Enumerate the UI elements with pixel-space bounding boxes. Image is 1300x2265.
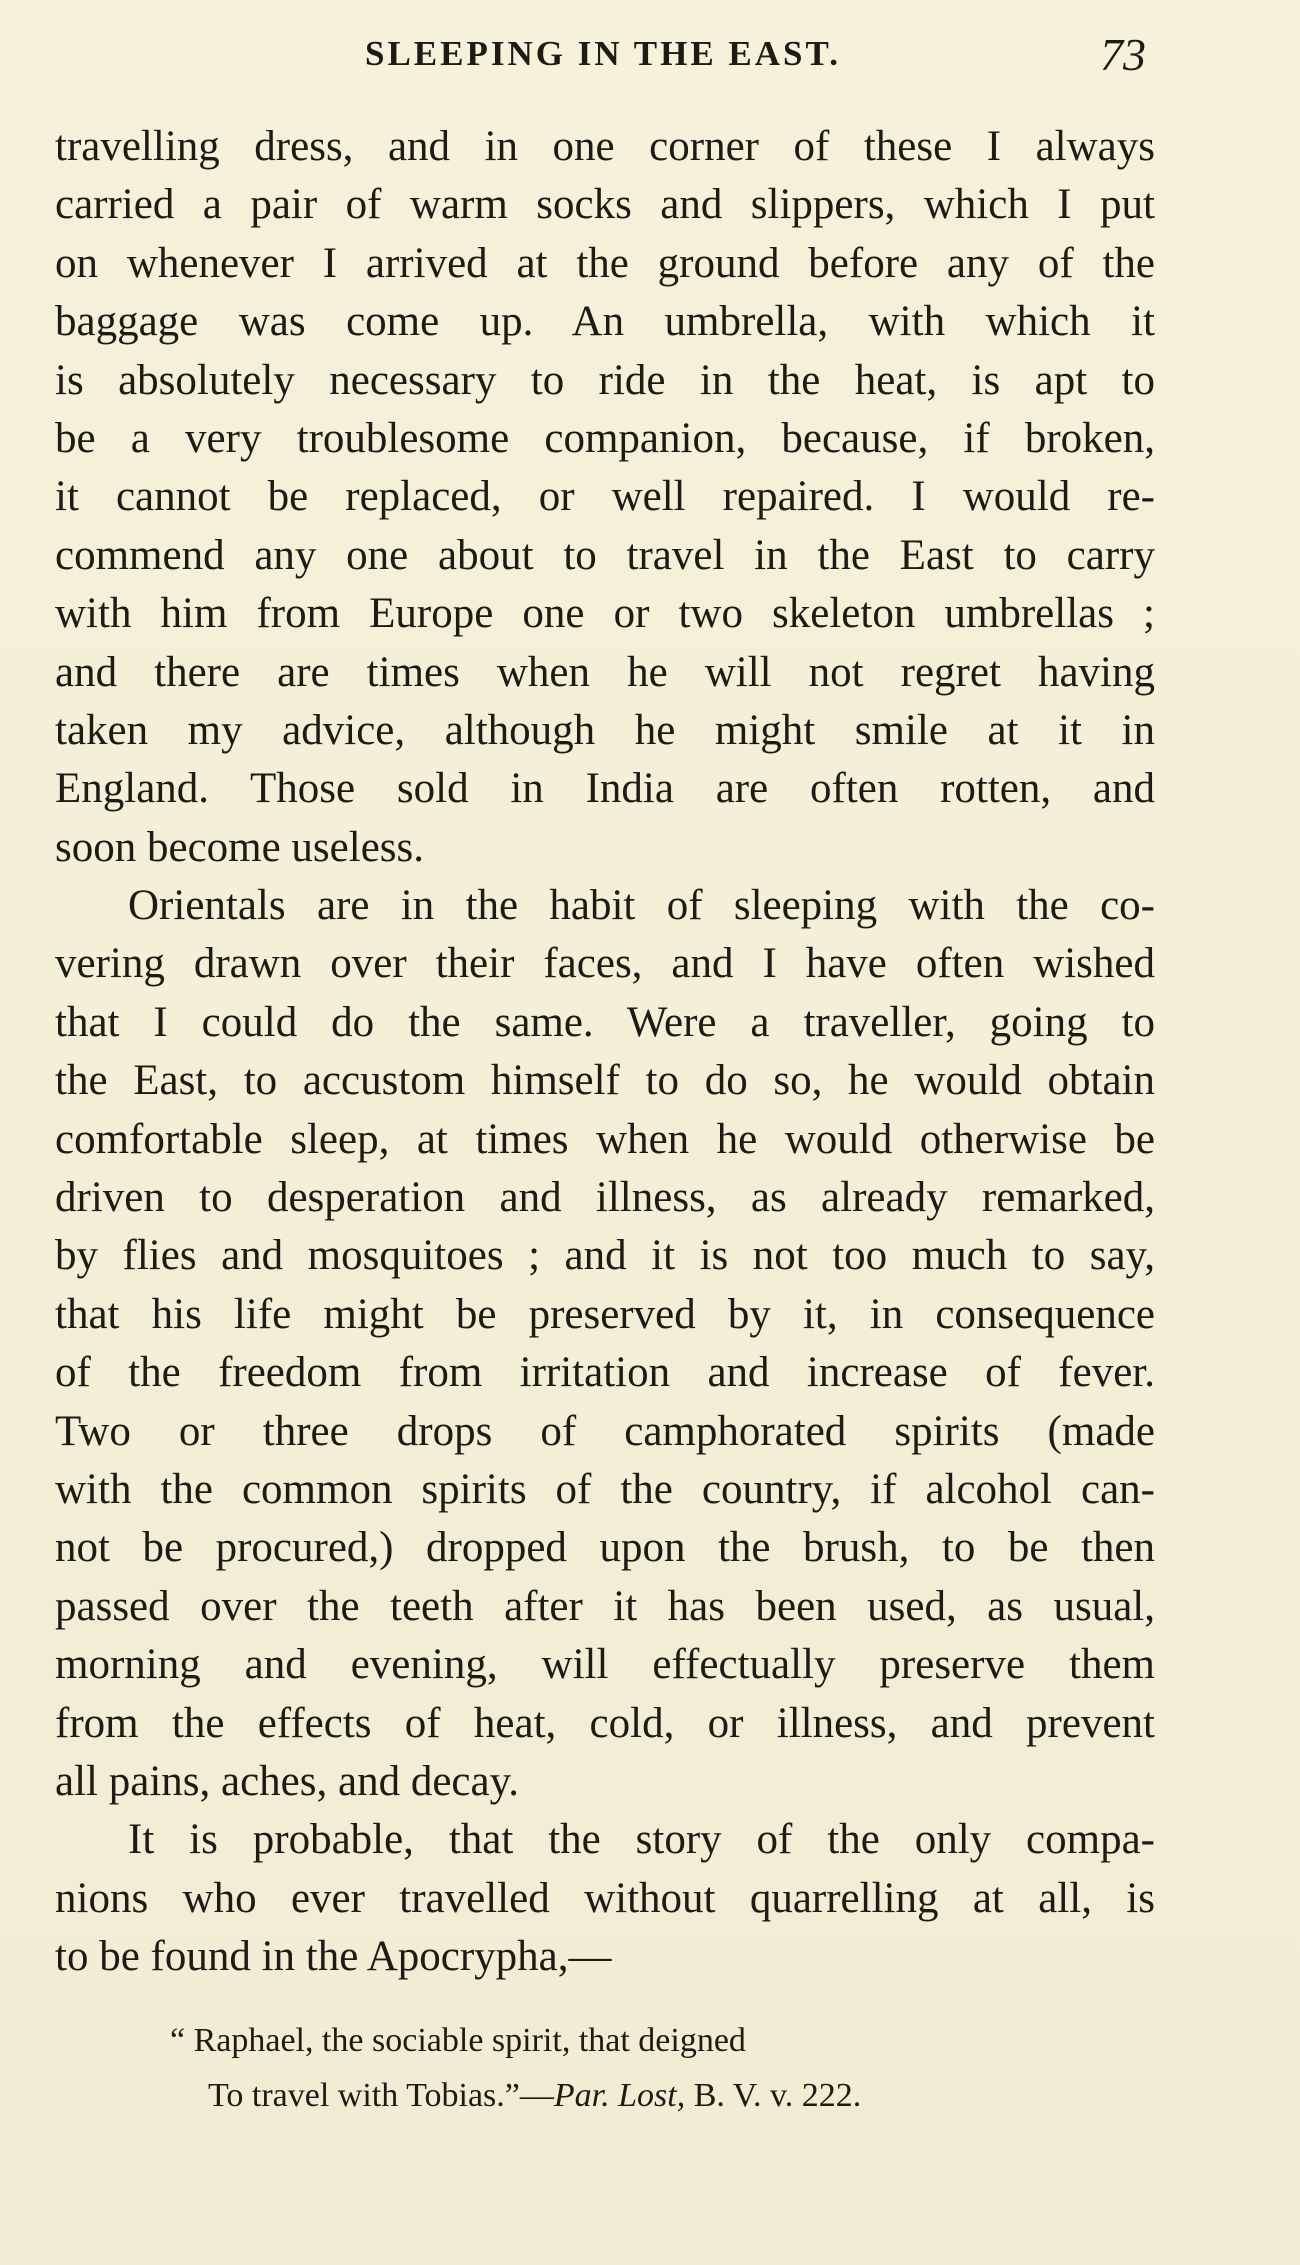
body-text [55, 118, 1155, 1987]
text-line: nions who ever travelled without quarrelling at all, is [55, 1874, 1155, 1922]
quote-text: To travel with Tobias.”— [208, 2077, 554, 2114]
quote-line: “ Raphael, the sociable spirit, that deigned [170, 2022, 746, 2059]
text-line: it cannot be replaced, or well repaired. I would re- [55, 473, 1155, 521]
text-line: the East, to accustom himself to do so, he would obtain [55, 1057, 1155, 1105]
citation-reference: B. V. v. 222. [685, 2077, 862, 2114]
citation-work: Par. Lost, [553, 2077, 686, 2114]
text-line: with the common spirits of the country, if alcohol can- [55, 1465, 1155, 1513]
text-line: baggage was come up. An umbrella, with which it [55, 298, 1155, 346]
block-quote [170, 2013, 1070, 2123]
text-line: Orientals are in the habit of sleeping with the co- [128, 882, 1155, 930]
text-line: that his life might be preserved by it, in consequence [55, 1290, 1155, 1338]
quote-line-citation [170, 2068, 1070, 2123]
running-head [0, 28, 1300, 78]
text-line: on whenever I arrived at the ground before any of the [55, 239, 1155, 287]
text-line: not be procured,) dropped upon the brush, to be then [55, 1524, 1155, 1572]
text-line: by flies and mosquitoes ; and it is not too much to say, [55, 1232, 1155, 1280]
text-line: with him from Europe one or two skeleton umbrellas ; [55, 590, 1155, 638]
text-line: It is probable, that the story of the only compa- [128, 1816, 1155, 1864]
text-line: of the freedom from irritation and increase of fever. [55, 1349, 1155, 1397]
running-title: SLEEPING IN THE EAST. [365, 34, 842, 73]
text-line: carried a pair of warm socks and slippers, which I put [55, 181, 1155, 229]
paragraph [55, 1811, 1155, 1986]
text-line: and there are times when he will not regret having [55, 648, 1155, 696]
text-line: passed over the teeth after it has been used, as usual, [55, 1582, 1155, 1630]
text-line: comfortable sleep, at times when he would otherwise be [55, 1115, 1155, 1163]
page-number: 73 [1100, 29, 1146, 80]
text-line: England. Those sold in India are often rotten, and [55, 765, 1155, 813]
text-line: vering drawn over their faces, and I have often wished [55, 940, 1155, 988]
text-line: that I could do the same. Were a traveller, going to [55, 998, 1155, 1046]
paragraph [55, 118, 1155, 877]
text-line: all pains, aches, and decay. [55, 1757, 520, 1805]
text-line: to be found in the Apocrypha,— [55, 1933, 612, 1981]
text-line: travelling dress, and in one corner of these I always [55, 123, 1155, 170]
text-line: is absolutely necessary to ride in the heat, is apt to [55, 356, 1155, 404]
text-line: commend any one about to travel in the East to carry [55, 531, 1155, 579]
text-line: Two or three drops of camphorated spirits (made [55, 1407, 1155, 1455]
text-line: be a very troublesome companion, because, if broken, [55, 414, 1155, 462]
text-line: from the effects of heat, cold, or illness, and prevent [55, 1699, 1155, 1747]
text-line: morning and evening, will effectually preserve them [55, 1641, 1155, 1689]
paragraph [55, 877, 1155, 1811]
text-line: taken my advice, although he might smile at it in [55, 706, 1155, 754]
text-line: driven to desperation and illness, as already remarked, [55, 1174, 1155, 1222]
text-line: soon become useless. [55, 823, 425, 871]
